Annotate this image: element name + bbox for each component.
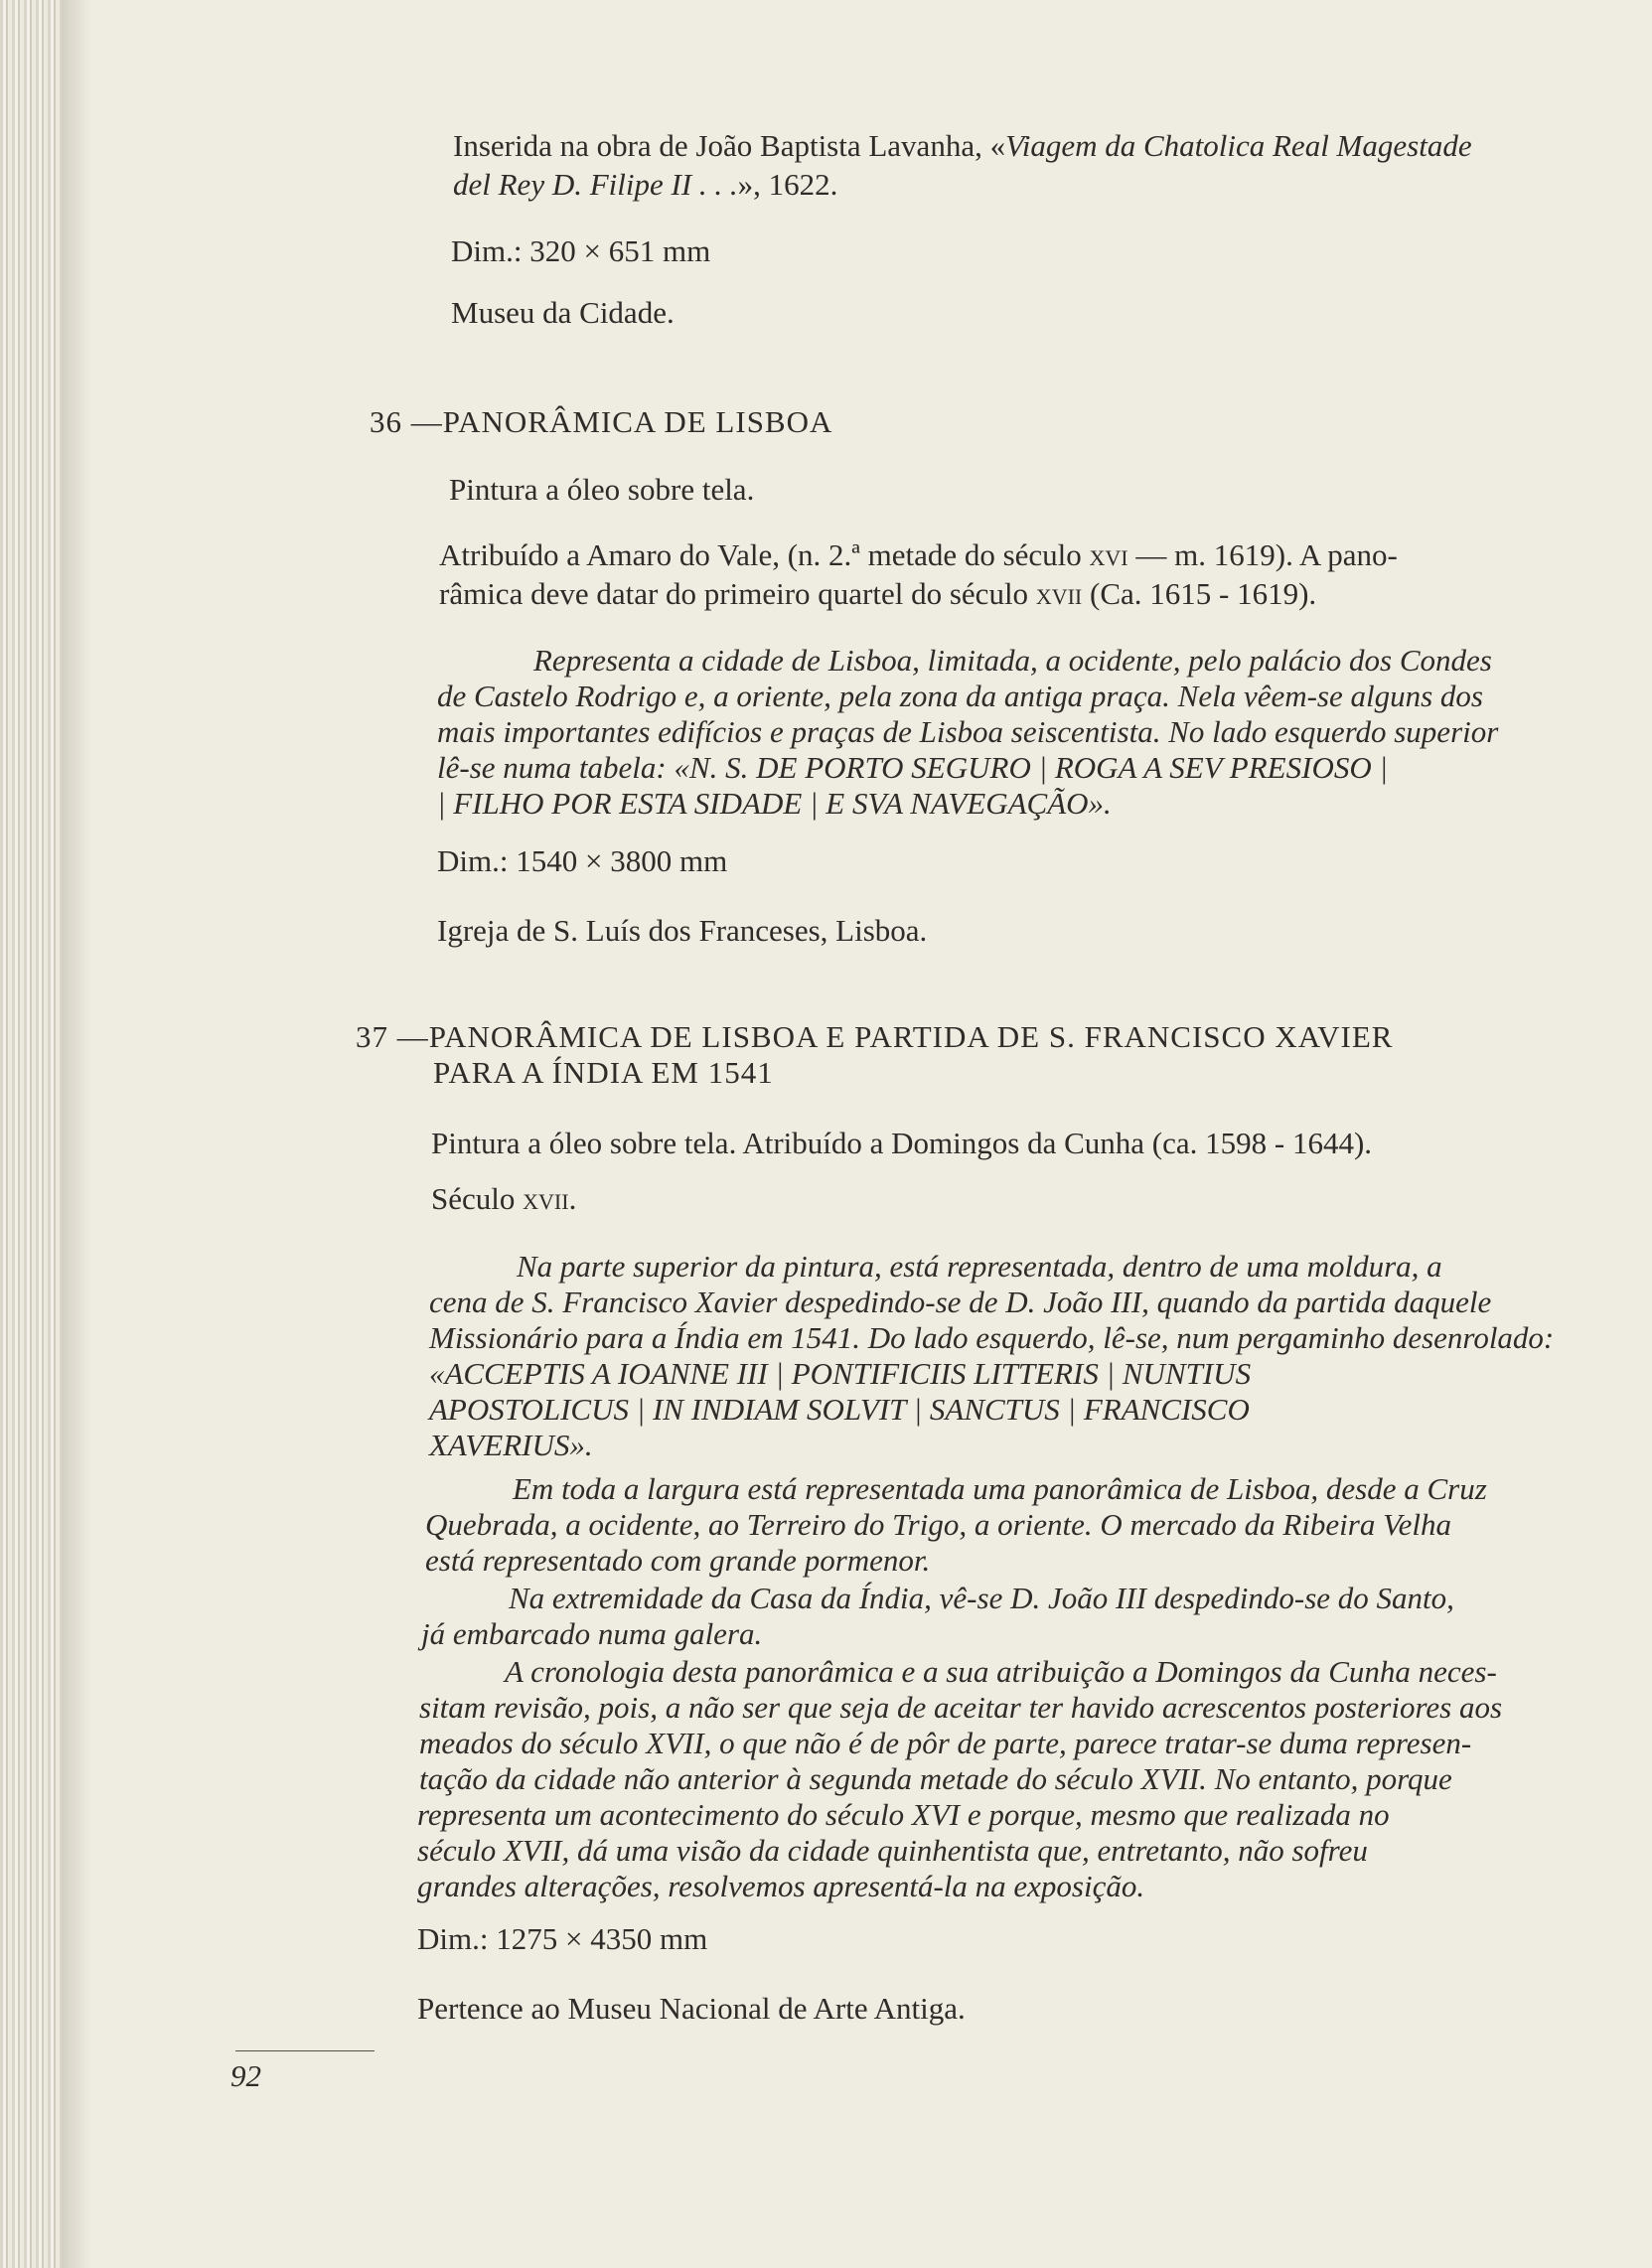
entry-37-paragraph-4-line: século XVII, dá uma visão da cidade quinhentista que, entretanto, não sofreu (417, 1833, 1368, 1868)
header-source-line-1 (453, 127, 1472, 165)
entry-37-paragraph-4-line: meados do século XVII, o que não é de pôr de parte, parece tratar-se duma represen- (419, 1726, 1472, 1760)
entry-37-paragraph-1-line: APOSTOLICUS | IN INDIAM SOLVIT | SANCTUS | FRANCISCO (429, 1392, 1250, 1427)
header-source-title: Viagem da Chatolica Real Magestade (1005, 128, 1472, 163)
page-number: 92 (230, 2058, 261, 2093)
entry-37-paragraph-4-line: tação da cidade não anterior à segunda metade do século XVII. No entanto, porque (419, 1761, 1452, 1796)
header-dimensions: Dim.: 320 × 651 mm (451, 233, 711, 268)
entry-37-title-line-1: 37 —PANORÂMICA DE LISBOA E PARTIDA DE S. FRANCISCO XAVIER (356, 1019, 1394, 1054)
attribution-text: Atribuído a Amaro do Vale, (n. 2.ª metade do século (439, 537, 1090, 572)
attribution-text: (Ca. 1615 - 1619). (1082, 576, 1317, 611)
entry-37-paragraph-4-line: A cronologia desta panorâmica e a sua atribuição a Domingos da Cunha neces- (505, 1654, 1497, 1689)
entry-36-attribution-line-1 (439, 536, 1398, 574)
entry-36-description-line: de Castelo Rodrigo e, a oriente, pela zona da antiga praça. Nela vêem-se alguns dos (437, 679, 1484, 713)
entry-36-medium: Pintura a óleo sobre tela. (449, 472, 755, 507)
entry-37-paragraph-2-line: Quebrada, a ocidente, ao Terreiro do Trigo, a oriente. O mercado da Ribeira Velha (425, 1507, 1451, 1542)
entry-37-paragraph-1-line: Missionário para a Índia em 1541. Do lado esquerdo, lê-se, num pergaminho desenrolado: (429, 1320, 1555, 1355)
entry-37-paragraph-2-line: está representado com grande pormenor. (425, 1543, 931, 1578)
page-footer-rule (235, 2050, 375, 2051)
entry-36-title: 36 —PANORÂMICA DE LISBOA (370, 404, 833, 439)
entry-36-attribution-line-2 (439, 575, 1316, 613)
entry-37-paragraph-1-line: cena de S. Francisco Xavier despedindo-se de D. João III, quando da partida daquele (429, 1285, 1492, 1319)
book-binding-edge (0, 0, 62, 2268)
header-source-text: Inserida na obra de João Baptista Lavanha, « (453, 128, 1006, 163)
header-location: Museu da Cidade. (451, 295, 675, 330)
entry-37-paragraph-1-line: XAVERIUS». (429, 1428, 593, 1462)
entry-37-title-line-2: PARA A ÍNDIA EM 1541 (433, 1055, 774, 1090)
entry-37-paragraph-4-line: grandes alterações, resolvemos apresentá-la na exposição. (417, 1869, 1145, 1903)
century-suffix: . (568, 1181, 577, 1216)
century-numeral: xvii (1035, 576, 1083, 611)
entry-37-dimensions: Dim.: 1275 × 4350 mm (417, 1921, 708, 1956)
century-label: Século (431, 1181, 524, 1216)
header-source-title-cont: del Rey D. Filipe II . . . (453, 167, 738, 202)
entry-37-paragraph-4-line: representa um acontecimento do século XVI e porque, mesmo que realizada no (417, 1797, 1390, 1832)
header-source-year: », 1622. (737, 167, 838, 202)
entry-37-paragraph-2-line: Em toda a largura está representada uma panorâmica de Lisboa, desde a Cruz (513, 1471, 1487, 1506)
entry-37-paragraph-3-line: já embarcado numa galera. (421, 1616, 763, 1651)
entry-36-description-line: mais importantes edifícios e praças de Lisboa seiscentista. No lado esquerdo superior (437, 714, 1499, 749)
entry-36-description-line: | FILHO POR ESTA SIDADE | E SVA NAVEGAÇÃO». (437, 786, 1112, 821)
entry-37-century (431, 1180, 576, 1218)
header-source-line-2 (453, 166, 837, 204)
century-numeral: xvi (1089, 537, 1128, 572)
entry-37-paragraph-1-line: Na parte superior da pintura, está representada, dentro de uma moldura, a (517, 1249, 1442, 1284)
entry-36-description-line: Representa a cidade de Lisboa, limitada, a ocidente, pelo palácio dos Condes (533, 643, 1492, 678)
entry-37-paragraph-3-line: Na extremidade da Casa da Índia, vê-se D. João III despedindo-se do Santo, (509, 1581, 1454, 1615)
binding-shadow (62, 0, 91, 2268)
entry-37-location: Pertence ao Museu Nacional de Arte Antiga. (417, 1991, 966, 2026)
entry-37-medium: Pintura a óleo sobre tela. Atribuído a Domingos da Cunha (ca. 1598 - 1644). (431, 1126, 1373, 1160)
attribution-text: râmica deve datar do primeiro quartel do século (439, 576, 1036, 611)
entry-37-paragraph-4-line: sitam revisão, pois, a não ser que seja de aceitar ter havido acrescentos posteriores aos (419, 1690, 1503, 1725)
century-numeral: xvii (523, 1181, 569, 1216)
entry-36-location: Igreja de S. Luís dos Franceses, Lisboa. (437, 913, 928, 948)
entry-37-paragraph-1-line: «ACCEPTIS A IOANNE III | PONTIFICIIS LITTERIS | NUNTIUS (429, 1356, 1252, 1391)
entry-36-description-line: lê-se numa tabela: «N. S. DE PORTO SEGURO | ROGA A SEV PRESIOSO | (437, 750, 1388, 785)
entry-36-dimensions: Dim.: 1540 × 3800 mm (437, 843, 728, 878)
attribution-text: — m. 1619). A pano- (1127, 537, 1398, 572)
